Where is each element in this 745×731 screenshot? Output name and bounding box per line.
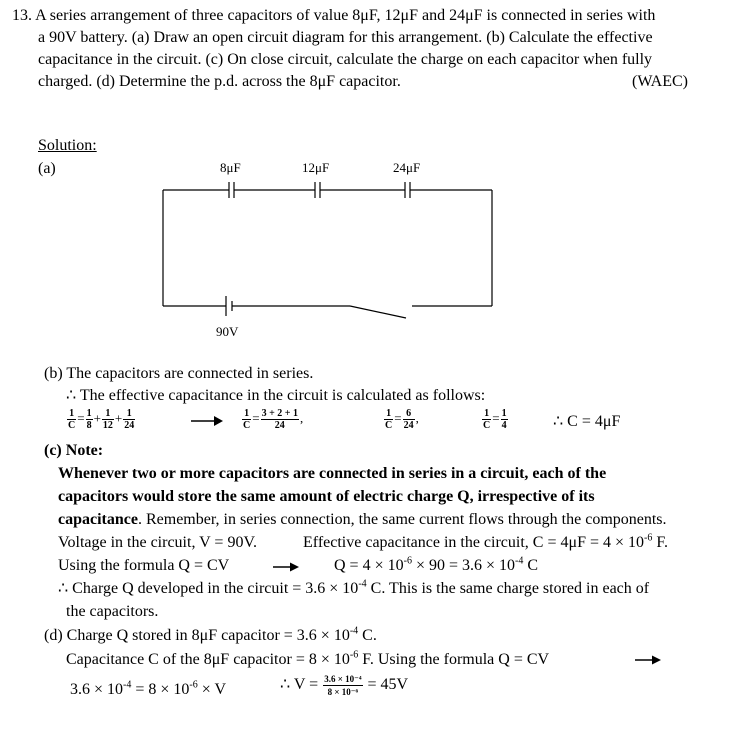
battery-symbol <box>226 296 232 316</box>
part-d-line-3: $3.6 \times 10^{-4} = 8 \times 10^{-6} \times V$ <box>70 679 227 698</box>
solution-heading: Solution: <box>38 137 97 154</box>
part-a-label: (a) <box>38 160 56 177</box>
question-line-2: a 90V battery. (a) Draw an open circuit diagram for this arrangement. (b) Calculate the effective <box>38 29 653 46</box>
note-line-3: capacitance. Remember, in series connection, the same current flows through the components. <box>58 511 667 528</box>
equation-3: $\frac{1}{C}$ = $\frac{6}{24}$ , <box>385 408 419 431</box>
voltage-result: ∴ V = $\frac{\text{3.6 × 10⁻⁴}}{\text{8 × 10⁻⁶}}$ = 45V <box>280 674 409 697</box>
voltage-line: Voltage in the circuit, V = 90V. <box>58 534 257 551</box>
question-source: (WAEC) <box>632 73 688 90</box>
equation-2: $\frac{1}{C}$ = $\frac{3 + 2 + 1}{24}$ , <box>243 408 304 431</box>
question-line-3: capacitance in the circuit. (c) On close circuit, calculate the charge on each capacitor when fully <box>38 51 653 68</box>
part-b-effective: ∴ The effective capacitance in the circuit is calculated as follows: <box>66 387 486 404</box>
circuit-diagram <box>150 150 510 345</box>
note-line-2: capacitors would store the same amount of electric charge Q, irrespective of its <box>58 488 595 505</box>
charge-calculation: $Q = 4 \times 10^{-6} \times 90 = 3.6 \times 10^{-4}$ C <box>334 555 539 574</box>
equation-4: $\frac{1}{C}$ = $\frac{1}{4}$ <box>483 408 507 431</box>
capacitor-12uf-label: 12μF <box>302 160 330 175</box>
battery-label: 90V <box>216 324 239 339</box>
question-line-1: 13. A series arrangement of three capacitors of value 8μF, 12μF and 24μF is connected in series with <box>12 7 656 24</box>
capacitance-result: ∴ C = 4μF <box>553 413 621 430</box>
note-line-1: Whenever two or more capacitors are connected in series in a circuit, each of the <box>58 465 607 482</box>
arrow-icon <box>190 414 224 428</box>
effective-capacitance-line: Effective capacitance in the circuit, $C = 4\mu F = 4 \times 10^{-6}$ F. <box>303 532 668 551</box>
capacitor-12uf-symbol <box>315 182 320 198</box>
formula-line: Using the formula Q = CV <box>58 557 230 574</box>
charge-statement: ∴ Charge Q developed in the circuit = $3.6 \times 10^{-4}$ C. This is the same charge stored in each of <box>58 578 650 597</box>
equation-1: $\frac{1}{C}$ = $\frac{1}{8}$ + $\frac{1}{12}$ + $\frac{1}{24}$ <box>68 408 135 431</box>
capacitor-8uf-label: 8μF <box>220 160 241 175</box>
arrow-icon <box>272 561 300 573</box>
part-d-line-2: Capacitance C of the 8μF capacitor = $8 \times 10^{-6}$ F. Using the formula Q = CV <box>66 649 550 668</box>
arrow-icon <box>634 654 662 666</box>
part-d-line-1: (d) Charge Q stored in 8μF capacitor = $3.6 \times 10^{-4}$ C. <box>44 625 377 644</box>
charge-statement-2: the capacitors. <box>66 603 159 620</box>
question-line-4: charged. (d) Determine the p.d. across the 8μF capacitor. <box>38 73 401 90</box>
part-b-intro: (b) The capacitors are connected in series. <box>44 365 314 382</box>
capacitor-24uf-symbol <box>405 182 410 198</box>
capacitor-24uf-label: 24μF <box>393 160 421 175</box>
part-c-note: (c) Note: <box>44 442 104 459</box>
capacitor-8uf-symbol <box>229 182 234 198</box>
